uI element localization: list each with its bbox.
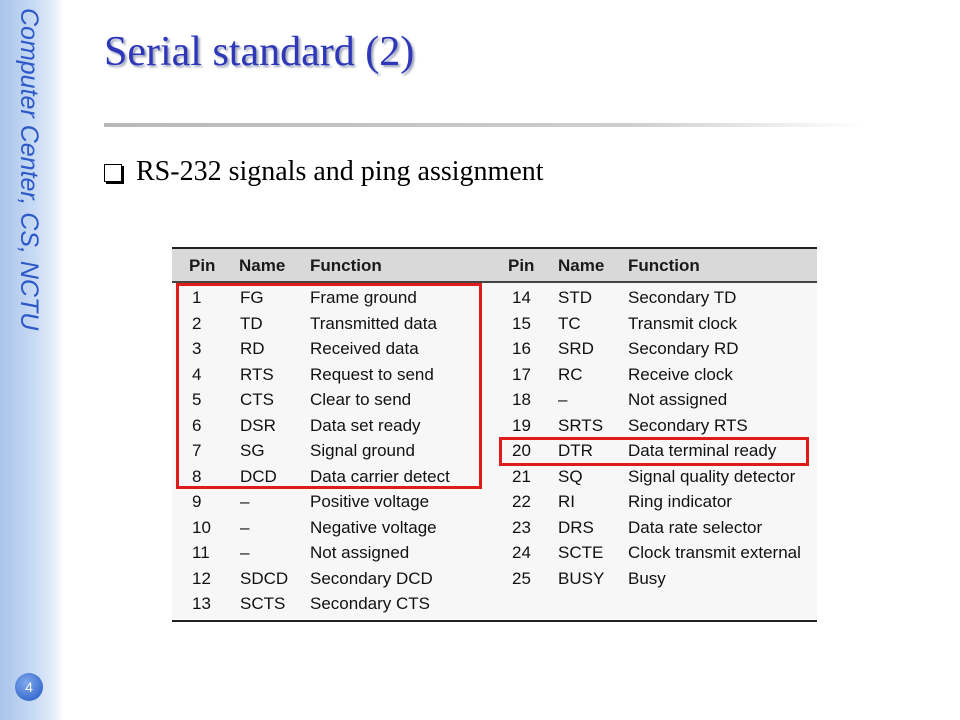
table-cell-function: Received data bbox=[310, 339, 419, 358]
table-cell-function: Frame ground bbox=[310, 288, 417, 307]
table-cell-pin: 14 bbox=[512, 288, 531, 307]
table-cell-function: Data terminal ready bbox=[628, 441, 777, 460]
table-cell-name: SCTS bbox=[240, 594, 286, 613]
table-cell-function: Positive voltage bbox=[310, 492, 430, 511]
table-cell-function: Transmitted data bbox=[310, 313, 437, 333]
table-cell-pin: 10 bbox=[192, 517, 211, 537]
table-cell-name: – bbox=[240, 517, 250, 537]
table-cell-name: SG bbox=[240, 441, 265, 460]
table-cell-name: SCTE bbox=[558, 543, 604, 562]
table-cell-name: SQ bbox=[558, 466, 583, 486]
table-cell-function: Data set ready bbox=[310, 415, 421, 435]
table-cell-function: Secondary CTS bbox=[310, 594, 430, 613]
header-pin-left: Pin bbox=[189, 256, 216, 275]
table-cell-name: DCD bbox=[240, 466, 277, 486]
table-cell-name: RC bbox=[558, 364, 583, 384]
table-cell-pin: 24 bbox=[512, 543, 531, 562]
table-bottom-rule bbox=[172, 620, 817, 622]
table-cell-function: Receive clock bbox=[628, 364, 733, 384]
table-cell-name: TD bbox=[240, 313, 263, 333]
table-cell-function: Secondary RD bbox=[628, 339, 739, 358]
table-cell-pin: 17 bbox=[512, 364, 531, 384]
table-cell-function: Negative voltage bbox=[310, 517, 437, 537]
table-cell-name: RTS bbox=[240, 364, 274, 384]
table-cell-function: Data carrier detect bbox=[310, 466, 450, 486]
table-cell-function: Clock transmit external bbox=[628, 543, 801, 562]
table-cell-pin: 18 bbox=[512, 390, 531, 409]
table-cell-name: FG bbox=[240, 288, 264, 307]
table-cell-name: BUSY bbox=[558, 568, 605, 588]
table-cell-pin: 6 bbox=[192, 415, 202, 435]
table-cell-name: DSR bbox=[240, 415, 276, 435]
table-cell-function: Busy bbox=[628, 568, 666, 588]
header-function-left: Function bbox=[310, 256, 382, 275]
sidebar-org-label: Computer Center, CS, NCTU bbox=[15, 8, 43, 331]
table-cell-pin: 3 bbox=[192, 339, 202, 358]
table-cell-pin: 5 bbox=[192, 390, 202, 409]
table-cell-pin: 19 bbox=[512, 415, 531, 435]
table-cell-function: Not assigned bbox=[310, 543, 410, 562]
table-cell-function: Ring indicator bbox=[628, 492, 732, 511]
header-name-right: Name bbox=[558, 256, 605, 275]
table-cell-name: DRS bbox=[558, 517, 594, 537]
table-cell-pin: 23 bbox=[512, 517, 531, 537]
table-cell-name: SRTS bbox=[558, 415, 604, 435]
table-cell-pin: 2 bbox=[192, 313, 202, 333]
table-cell-function: Not assigned bbox=[628, 390, 728, 409]
table-cell-function: Secondary DCD bbox=[310, 568, 433, 588]
table-cell-function: Request to send bbox=[310, 364, 434, 384]
table-cell-function: Signal ground bbox=[310, 441, 415, 460]
table-cell-name: RI bbox=[558, 492, 575, 511]
highlight-box-pins-1-8 bbox=[176, 283, 482, 489]
sidebar bbox=[0, 0, 64, 720]
table-cell-pin: 1 bbox=[192, 288, 202, 307]
table-cell-pin: 22 bbox=[512, 492, 531, 511]
table-cell-name: – bbox=[240, 543, 250, 562]
table-cell-pin: 11 bbox=[192, 543, 210, 562]
table-cell-function: Transmit clock bbox=[628, 313, 737, 333]
table-cell-pin: 20 bbox=[512, 441, 531, 460]
table-cell-name: SRD bbox=[558, 339, 594, 358]
table-cell-pin: 16 bbox=[512, 339, 531, 358]
table-cell-name: – bbox=[558, 390, 568, 409]
table-top-rule bbox=[172, 247, 817, 249]
table-cell-pin: 7 bbox=[192, 441, 202, 460]
header-pin-right: Pin bbox=[508, 256, 535, 275]
table-cell-pin: 4 bbox=[192, 364, 202, 384]
highlight-box-pin-20 bbox=[499, 437, 809, 466]
table-cell-function: Secondary TD bbox=[628, 288, 737, 307]
table-cell-function: Data rate selector bbox=[628, 517, 763, 537]
table-cell-function: Signal quality detector bbox=[628, 466, 796, 486]
table-cell-name: DTR bbox=[558, 441, 593, 460]
table-cell-pin: 25 bbox=[512, 568, 531, 588]
header-function-right: Function bbox=[628, 256, 700, 275]
table-cell-pin: 15 bbox=[512, 313, 531, 333]
table-cell-pin: 9 bbox=[192, 492, 202, 511]
table-cell-name: RD bbox=[240, 339, 265, 358]
table-cell-pin: 8 bbox=[192, 466, 202, 486]
table-cell-pin: 13 bbox=[192, 594, 211, 613]
table-cell-function: Secondary RTS bbox=[628, 415, 748, 435]
title-divider bbox=[104, 123, 864, 127]
bullet-text: RS-232 signals and ping assignment bbox=[136, 156, 544, 187]
square-bullet-icon bbox=[104, 164, 122, 182]
table-cell-name: TC bbox=[558, 313, 581, 333]
table-cell-pin: 21 bbox=[512, 466, 531, 486]
table-cell-function: Clear to send bbox=[310, 390, 412, 409]
table-cell-name: STD bbox=[558, 288, 592, 307]
page-number-badge: 4 bbox=[15, 673, 43, 701]
table-cell-pin: 12 bbox=[192, 568, 211, 588]
table-cell-name: SDCD bbox=[240, 568, 289, 588]
bullet-item bbox=[104, 152, 544, 192]
table-cell-name: – bbox=[240, 492, 250, 511]
slide-title: Serial standard (2) bbox=[104, 29, 415, 75]
header-name-left: Name bbox=[239, 256, 286, 275]
table-cell-name: CTS bbox=[240, 390, 274, 409]
